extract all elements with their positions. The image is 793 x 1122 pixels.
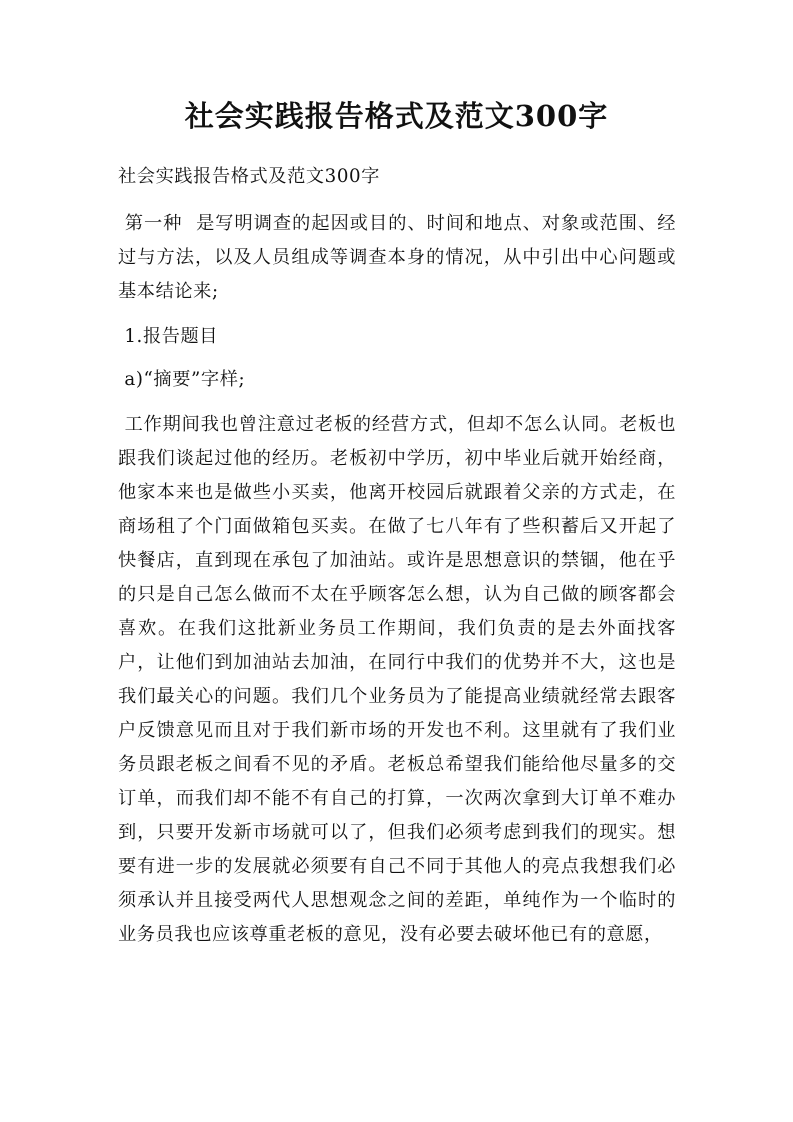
document-body (118, 160, 676, 952)
document-title: 社会实践报告格式及范文300字 (184, 99, 609, 133)
main-paragraph: 工作期间我也曾注意过老板的经营方式，但却不怎么认同。老板也跟我们谈起过他的经历。老板初中学历，初中毕业后就开始经商，他家本来也是做些小买卖，他离开校园后就跟着父亲的方式走，在商场租了个门面做箱包买卖。在做了七八年有了些积蓄后又开起了快餐店，直到现在承包了加油站。或许是思想意识的禁锢，他在乎的只是自己怎么做而不太在乎顾客怎么想，认为自己做的顾客都会喜欢。在我们这批新业务员工作期间，我们负责的是去外面找客户，让他们到加油站去加油，在同行中我们的优势并不大，这也是我们最关心的问题。我们几个业务员为了能提高业绩就经常去跟客户反馈意见而且对于我们新市场的开发也不利。这里就有了我们业务员跟老板之间看不见的矛盾。老板总希望我们能给他尽量多的交订单，而我们却不能不有自己的打算，一次两次拿到大订单不难办到，只要开发新市场就可以了，但我们必须考虑到我们的现实。想要有进一步的发展就必须要有自己不同于其他人的亮点我想我们必须承认并且接受两代人思想观念之间的差距，单纯作为一个临时的业务员我也应该尊重老板的意见，没有必要去破坏他已有的意愿， (118, 414, 676, 945)
intro-paragraph: 第一种 是写明调查的起因或目的、时间和地点、对象或范围、经过与方法，以及人员组成等调查本身的情况，从中引出中心问题或基本结论来; (118, 213, 676, 302)
subtitle-paragraph: 社会实践报告格式及范文300字 (118, 166, 380, 187)
abstract-label: a)“摘要”字样; (118, 369, 246, 390)
section-heading: 1.报告题目 (118, 326, 219, 347)
